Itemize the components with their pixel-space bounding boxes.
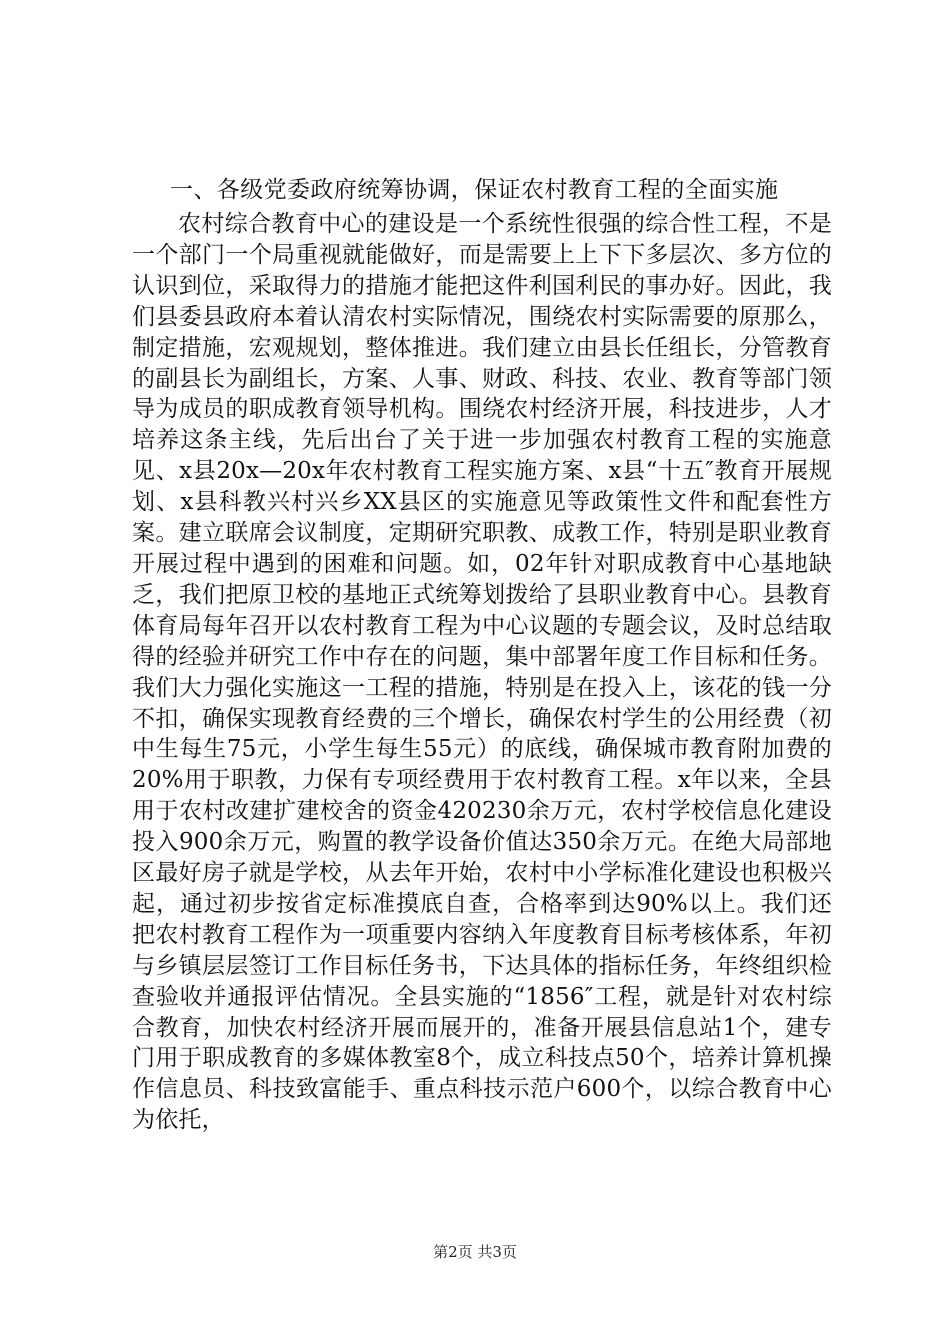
body-paragraph: 农村综合教育中心的建设是一个系统性很强的综合性工程，不是一个部门一个局重视就能做好，而是需要上上下下多层次、多方位的认识到位，采取得力的措施才能把这件利国利民的事办好。因此，我们县委县政府本着认清农村实际情况，围绕农村实际需要的原那么，制定措施，宏观规划，整体推进。我们建立由县长任组长，分管教育的副县长为副组长，方案、人事、财政、科技、农业、教育等部门领导为成员的职成教育领导机构。围绕农村经济开展，科技进步，人才培养这条主线，先后出台了关于进一步加强农村教育工程的实施意见、x县20x—20x年农村教育工程实施方案、x县“十五″教育开展规划、x县科教兴村兴乡XX县区的实施意见等政策性文件和配套性方案。建立联席会议制度，定期研究职教、成教工作，特别是职业教育开展过程中遇到的困难和问题。如，02年针对职成教育中心基地缺乏，我们把原卫校的基地正式统筹划拨给了县职业教育中心。县教育体育局每年召开以农村教育工程为中心议题的专题会议，及时总结取得的经验并研究工作中存在的问题，集中部署年度工作目标和任务。我们大力强化实施这一工程的措施，特别是在投入上，该花的钱一分不扣，确保实现教育经费的三个增长，确保农村学生的公用经费（初中生每生75元，小学生每生55元）的底线，确保城市教育附加费的20%用于职教，力保有专项经费用于农村教育工程。x年以来，全县用于农村改建扩建校舍的资金420230余万元，农村学校信息化建设投入900余万元，购置的教学设备价值达350余万元。在绝大局部地区最好房子就是学校，从去年开始，农村中小学标准化建设也积极兴起，通过初步按省定标准摸底自查，合格率到达90%以上。我们还把农村教育工程作为一项重要内容纳入年度教育目标考核体系，年初与乡镇层层签订工作目标任务书，下达具体的指标任务，年终组织检查验收并通报评估情况。全县实施的“1856″工程，就是针对农村综合教育，加快农村经济开展而展开的，准备开展县信息站1个，建专门用于职成教育的多媒体教室8个，成立科技点50个，培养计算机操作信息员、科技致富能手、重点科技示范户600个，以综合教育中心为依托， bbox=[132, 211, 832, 1134]
section-heading: 一、各级党委政府统筹协调，保证农村教育工程的全面实施 bbox=[170, 177, 779, 203]
page-number-footer: 第2页 共3页 bbox=[433, 1243, 517, 1261]
